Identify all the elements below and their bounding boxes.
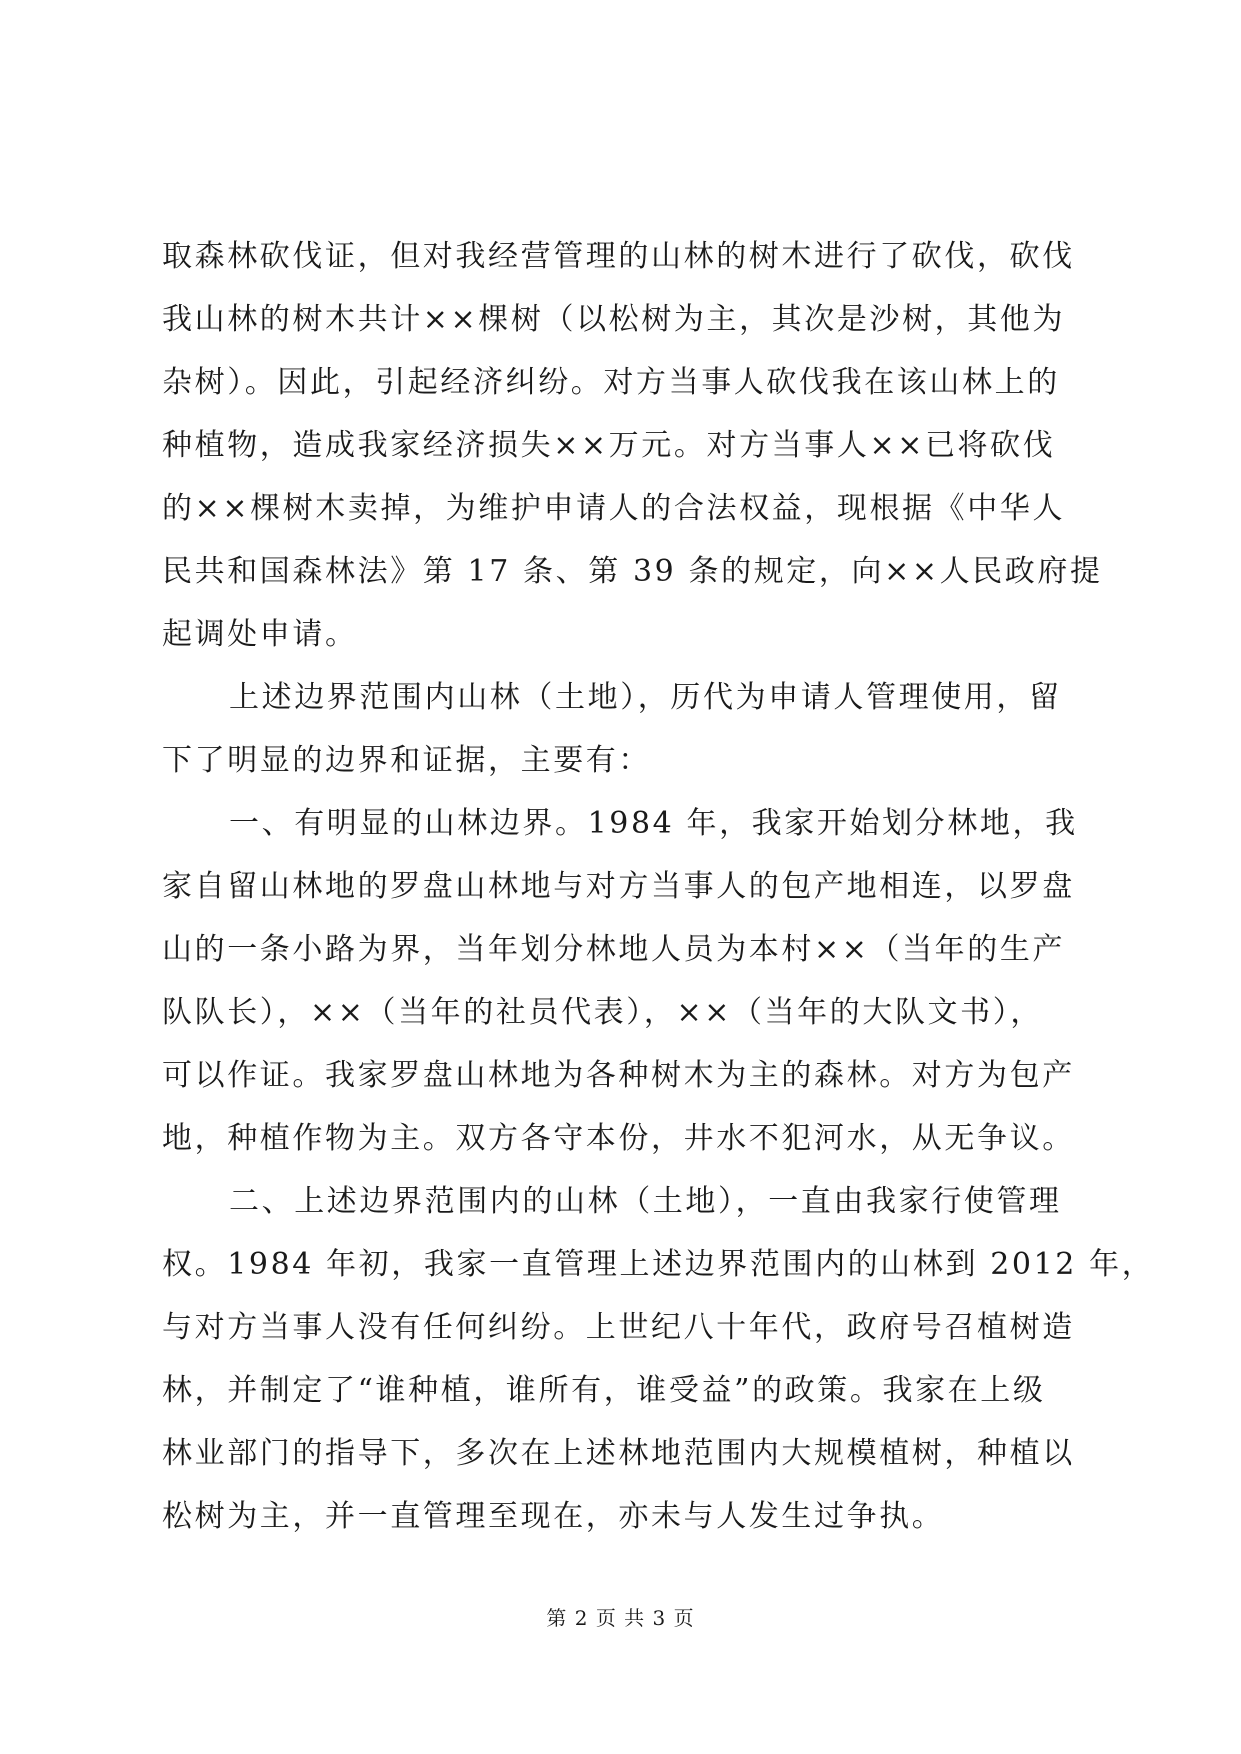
body-line-12: 山的一条小路为界，当年划分林地人员为本村××（当年的生产 bbox=[162, 932, 1066, 967]
body-line-20: 林业部门的指导下，多次在上述林地范围内大规模植树，种植以 bbox=[162, 1436, 1075, 1471]
body-line-14: 可以作证。我家罗盘山林地为各种树木为主的森林。对方为包产 bbox=[162, 1058, 1075, 1093]
body-line-11: 家自留山林地的罗盘山林地与对方当事人的包产地相连，以罗盘 bbox=[162, 869, 1075, 904]
body-line-6: 民共和国森林法》第 17 条、第 39 条的规定，向××人民政府提 bbox=[162, 554, 1103, 589]
page-number-footer: 第 2 页 共 3 页 bbox=[546, 1606, 695, 1630]
body-line-13: 队队长），××（当年的社员代表），××（当年的大队文书）， bbox=[162, 995, 1043, 1030]
body-line-15: 地，种植作物为主。双方各守本份，井水不犯河水，从无争议。 bbox=[162, 1121, 1075, 1156]
paragraph-point-two: 二、上述边界范围内的山林（土地），一直由我家行使管理 bbox=[229, 1184, 1062, 1219]
paragraph-boundary-intro: 上述边界范围内山林（土地），历代为申请人管理使用，留 bbox=[229, 680, 1062, 715]
body-line-17: 权。1984 年初，我家一直管理上述边界范围内的山林到 2012 年， bbox=[162, 1247, 1155, 1282]
body-line-5: 的××棵树木卖掉，为维护申请人的合法权益，现根据《中华人 bbox=[162, 491, 1066, 526]
body-line-1: 取森林砍伐证，但对我经营管理的山林的树木进行了砍伐，砍伐 bbox=[162, 239, 1075, 274]
body-line-21: 松树为主，并一直管理至现在，亦未与人发生过争执。 bbox=[162, 1499, 945, 1534]
paragraph-point-one: 一、有明显的山林边界。1984 年，我家开始划分林地，我 bbox=[229, 806, 1078, 841]
body-line-3: 杂树）。因此，引起经济纠纷。对方当事人砍伐我在该山林上的 bbox=[162, 365, 1060, 400]
body-line-7: 起调处申请。 bbox=[162, 617, 358, 652]
body-line-2: 我山林的树木共计××棵树（以松树为主，其次是沙树，其他为 bbox=[162, 302, 1066, 337]
body-line-19: 林，并制定了“谁种植，谁所有，谁受益”的政策。我家在上级 bbox=[162, 1373, 1046, 1408]
body-line-18: 与对方当事人没有任何纠纷。上世纪八十年代，政府号召植树造 bbox=[162, 1310, 1075, 1345]
body-line-9: 下了明显的边界和证据，主要有： bbox=[162, 743, 651, 778]
body-line-4: 种植物，造成我家经济损失××万元。对方当事人××已将砍伐 bbox=[162, 428, 1056, 463]
